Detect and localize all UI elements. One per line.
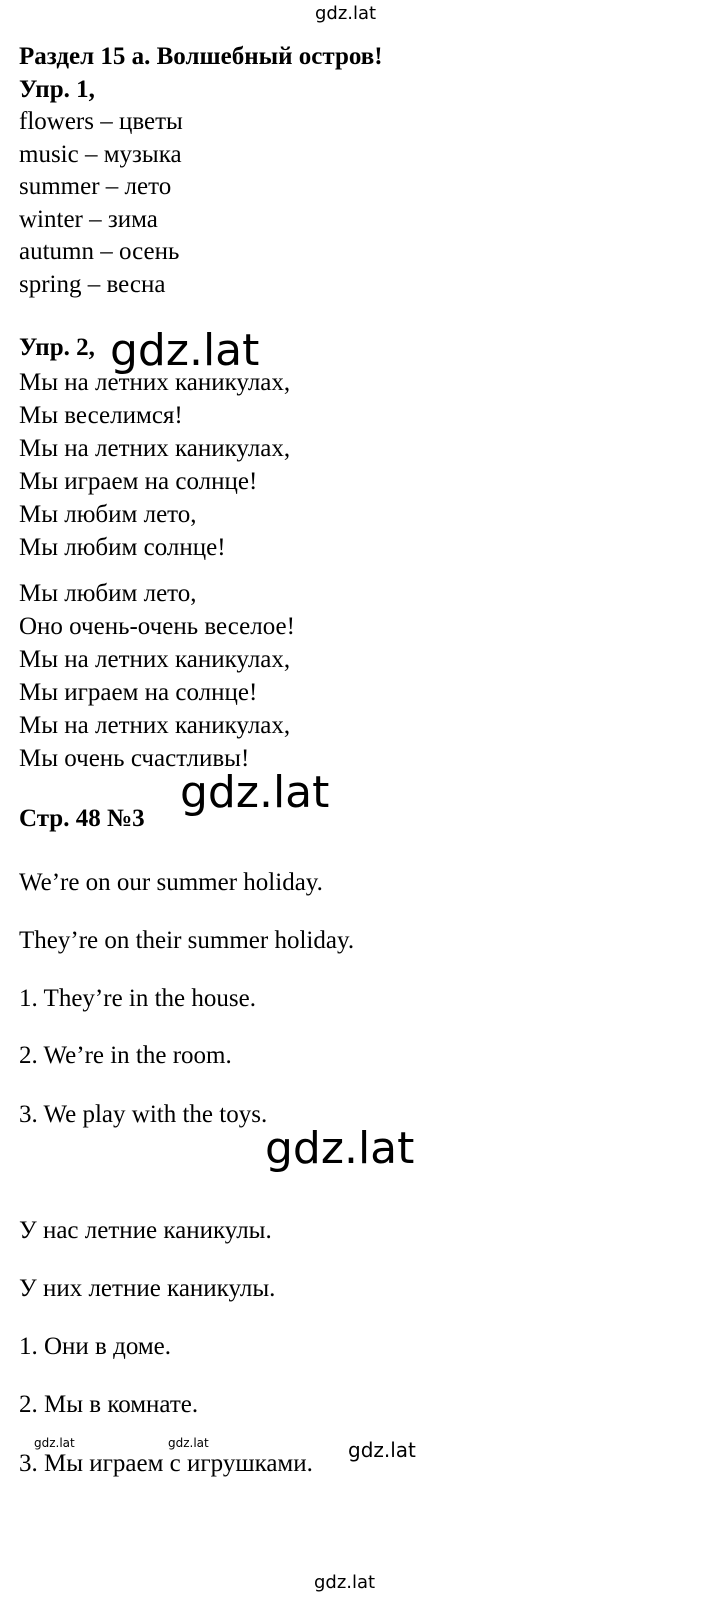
section-title: Раздел 15 а. Волшебный остров! [19, 43, 383, 70]
russian-line: 3. Мы играем с игрушками. [19, 1450, 313, 1477]
poem-line: Мы любим лето, [19, 501, 197, 528]
english-line: 3. We play with the toys. [19, 1101, 268, 1128]
poem-line: Оно очень-очень веселое! [19, 613, 295, 640]
russian-line: У них летние каникулы. [19, 1275, 276, 1302]
poem-line: Мы любим солнце! [19, 534, 226, 561]
poem-line: Мы очень счастливы! [19, 745, 250, 772]
russian-line: 2. Мы в комнате. [19, 1391, 199, 1418]
poem-line: Мы на летних каникулах, [19, 712, 291, 739]
poem-line: Мы на летних каникулах, [19, 435, 291, 462]
ex1-line: flowers – цветы [19, 108, 183, 135]
ex1-line: spring – весна [19, 271, 166, 298]
poem-line: Мы веселимся! [19, 402, 183, 429]
ex1-line: music – музыка [19, 141, 182, 168]
english-line: They’re on their summer holiday. [19, 927, 355, 954]
exercise-3-heading: Стр. 48 №3 [19, 805, 145, 832]
poem-line: Мы играем на солнце! [19, 468, 258, 495]
ex1-line: summer – лето [19, 173, 172, 200]
ex1-line: winter – зима [19, 206, 158, 233]
watermark-small: gdz.lat [34, 1436, 75, 1450]
watermark-small: gdz.lat [168, 1436, 209, 1450]
poem-line: Мы на летних каникулах, [19, 646, 291, 673]
russian-line: 1. Они в доме. [19, 1333, 172, 1360]
watermark-large: gdz.lat [265, 1123, 415, 1174]
watermark-medium: gdz.lat [348, 1438, 416, 1462]
russian-line: У нас летние каникулы. [19, 1217, 272, 1244]
watermark-large: gdz.lat [180, 767, 330, 818]
watermark-bottom: gdz.lat [314, 1572, 376, 1593]
ex1-line: autumn – осень [19, 238, 180, 265]
poem-line: Мы играем на солнце! [19, 679, 258, 706]
exercise-2-heading: Упр. 2, [19, 334, 95, 361]
english-line: We’re on our summer holiday. [19, 869, 323, 896]
poem-line: Мы на летних каникулах, [19, 369, 291, 396]
watermark-large: gdz.lat [110, 325, 260, 376]
english-line: 2. We’re in the room. [19, 1042, 232, 1069]
poem-line: Мы любим лето, [19, 580, 197, 607]
watermark-top: gdz.lat [315, 3, 377, 24]
english-line: 1. They’re in the house. [19, 985, 256, 1012]
exercise-1-heading: Упр. 1, [19, 76, 95, 103]
